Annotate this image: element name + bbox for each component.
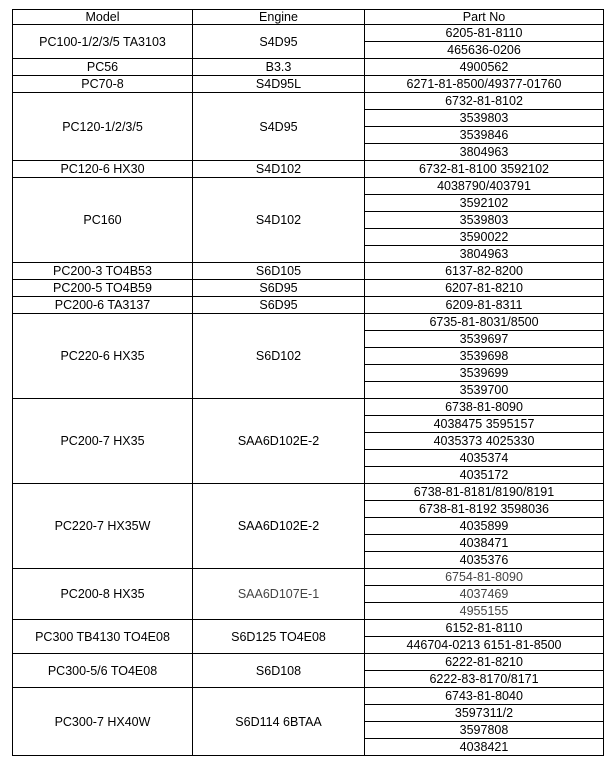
engine-cell: S6D95 (193, 280, 365, 297)
engine-cell: S6D105 (193, 263, 365, 280)
model-cell: PC120-1/2/3/5 (13, 93, 193, 161)
table-row (13, 280, 604, 297)
part-no-cell: 4038471 (365, 535, 604, 552)
table-row (13, 178, 604, 195)
part-no-cell: 4035373 4025330 (365, 433, 604, 450)
model-cell: PC300-7 HX40W (13, 688, 193, 756)
table-row (13, 93, 604, 110)
table-row (13, 399, 604, 416)
part-no-cell: 3539803 (365, 212, 604, 229)
part-no-cell: 446704-0213 6151-81-8500 (365, 637, 604, 654)
table-row (13, 76, 604, 93)
model-cell: PC100-1/2/3/5 TA3103 (13, 25, 193, 59)
model-cell: PC220-7 HX35W (13, 484, 193, 569)
part-no-cell: 4038475 3595157 (365, 416, 604, 433)
part-no-cell: 465636-0206 (365, 42, 604, 59)
part-no-cell: 4038790/403791 (365, 178, 604, 195)
part-no-cell: 3539846 (365, 127, 604, 144)
engine-cell: S4D102 (193, 178, 365, 263)
table-row (13, 314, 604, 331)
part-no-cell: 6732-81-8102 (365, 93, 604, 110)
header-row (13, 10, 604, 25)
part-no-cell: 4035374 (365, 450, 604, 467)
engine-column-header: Engine (193, 10, 365, 25)
part-no-cell: 6754-81-8090 (365, 569, 604, 586)
part-no-cell: 3539700 (365, 382, 604, 399)
parts-table (12, 9, 604, 756)
engine-cell: S6D95 (193, 297, 365, 314)
part-no-cell: 6152-81-8110 (365, 620, 604, 637)
engine-cell: SAA6D102E-2 (193, 484, 365, 569)
model-cell: PC200-8 HX35 (13, 569, 193, 620)
engine-cell: S6D108 (193, 654, 365, 688)
part-column-header: Part No (365, 10, 604, 25)
model-cell: PC220-6 HX35 (13, 314, 193, 399)
part-no-cell: 6743-81-8040 (365, 688, 604, 705)
part-no-cell: 3539699 (365, 365, 604, 382)
engine-cell: SAA6D107E-1 (193, 569, 365, 620)
engine-cell: S4D95L (193, 76, 365, 93)
engine-cell: S4D102 (193, 161, 365, 178)
part-no-cell: 3539803 (365, 110, 604, 127)
model-cell: PC300-5/6 TO4E08 (13, 654, 193, 688)
engine-cell: S6D125 TO4E08 (193, 620, 365, 654)
model-column-header: Model (13, 10, 193, 25)
model-cell: PC56 (13, 59, 193, 76)
part-no-cell: 3539697 (365, 331, 604, 348)
engine-cell: S6D114 6BTAA (193, 688, 365, 756)
table-row (13, 297, 604, 314)
model-cell: PC200-5 TO4B59 (13, 280, 193, 297)
table-row (13, 569, 604, 586)
part-no-cell: 3597808 (365, 722, 604, 739)
part-no-cell: 6732-81-8100 3592102 (365, 161, 604, 178)
engine-cell: S4D95 (193, 93, 365, 161)
table-row (13, 25, 604, 42)
part-no-cell: 6222-83-8170/8171 (365, 671, 604, 688)
engine-cell: S4D95 (193, 25, 365, 59)
table-row (13, 484, 604, 501)
model-cell: PC160 (13, 178, 193, 263)
part-no-cell: 3804963 (365, 144, 604, 161)
part-no-cell: 6735-81-8031/8500 (365, 314, 604, 331)
part-no-cell: 4037469 (365, 586, 604, 603)
part-no-cell: 4035899 (365, 518, 604, 535)
part-no-cell: 6222-81-8210 (365, 654, 604, 671)
part-no-cell: 6207-81-8210 (365, 280, 604, 297)
table-row (13, 161, 604, 178)
part-no-cell: 4900562 (365, 59, 604, 76)
part-no-cell: 6137-82-8200 (365, 263, 604, 280)
part-no-cell: 3539698 (365, 348, 604, 365)
part-no-cell: 4035376 (365, 552, 604, 569)
part-no-cell: 6738-81-8181/8190/8191 (365, 484, 604, 501)
part-no-cell: 3804963 (365, 246, 604, 263)
table-body (13, 25, 604, 756)
table-row (13, 263, 604, 280)
part-no-cell: 6271-81-8500/49377-01760 (365, 76, 604, 93)
part-no-cell: 4035172 (365, 467, 604, 484)
part-no-cell: 6738-81-8192 3598036 (365, 501, 604, 518)
engine-cell: B3.3 (193, 59, 365, 76)
part-no-cell: 6209-81-8311 (365, 297, 604, 314)
table-row (13, 59, 604, 76)
engine-cell: SAA6D102E-2 (193, 399, 365, 484)
part-no-cell: 3597311/2 (365, 705, 604, 722)
model-cell: PC300 TB4130 TO4E08 (13, 620, 193, 654)
part-no-cell: 3592102 (365, 195, 604, 212)
model-cell: PC120-6 HX30 (13, 161, 193, 178)
part-no-cell: 6205-81-8110 (365, 25, 604, 42)
model-cell: PC70-8 (13, 76, 193, 93)
engine-cell: S6D102 (193, 314, 365, 399)
model-cell: PC200-3 TO4B53 (13, 263, 193, 280)
model-cell: PC200-7 HX35 (13, 399, 193, 484)
part-no-cell: 4955155 (365, 603, 604, 620)
table-row (13, 620, 604, 637)
part-no-cell: 4038421 (365, 739, 604, 756)
part-no-cell: 6738-81-8090 (365, 399, 604, 416)
table-row (13, 688, 604, 705)
model-cell: PC200-6 TA3137 (13, 297, 193, 314)
table-row (13, 654, 604, 671)
part-no-cell: 3590022 (365, 229, 604, 246)
